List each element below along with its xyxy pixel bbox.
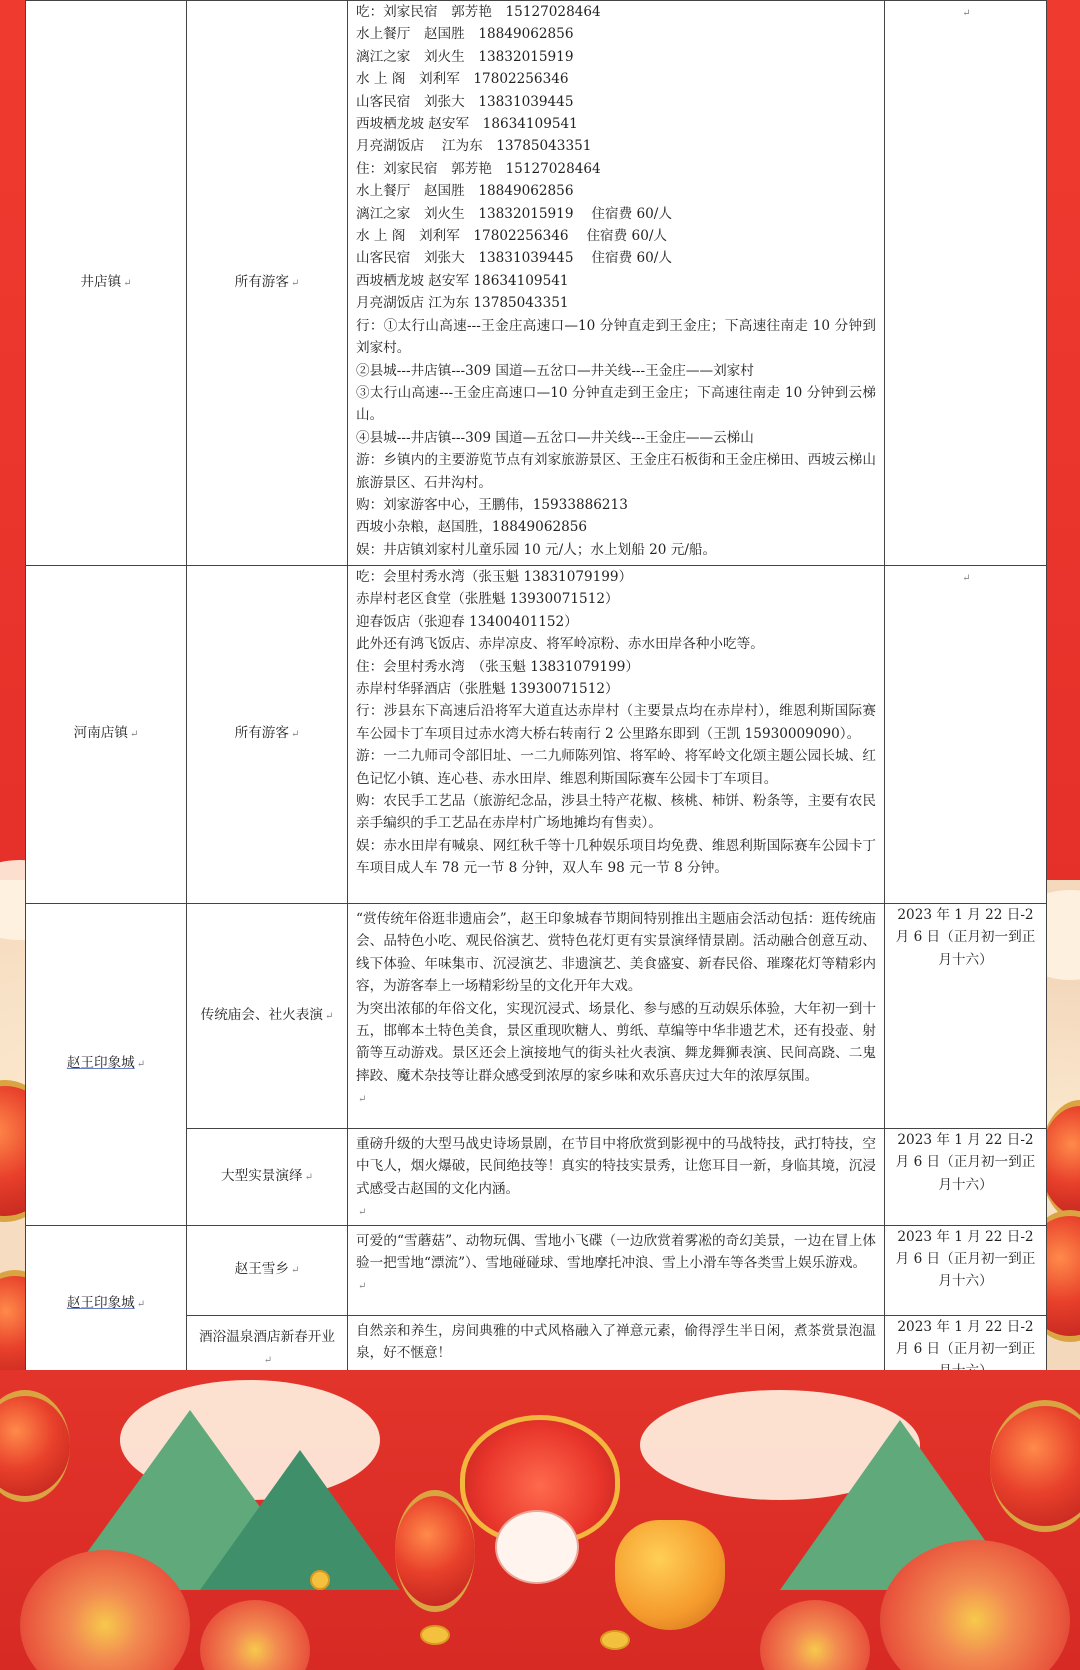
event-dates-cell xyxy=(885,904,1047,1129)
event-name: 大型实景演绎 xyxy=(221,1167,303,1184)
detail-line: 漓江之家 刘火生 13832015919 住宿费 60/人 xyxy=(356,205,672,222)
detail-line: 山客民宿 刘张大 13831039445 住宿费 60/人 xyxy=(356,250,672,267)
event-dates-cell xyxy=(885,1225,1047,1315)
event-desc: 重磅升级的大型马战史诗场景剧，在节目中将欣赏到影视中的马战特技，武打特技，空中飞人，烟火爆破，民间绝技等！真实的特技实景秀，让您耳目一新，身临其境，沉浸式感受古赵国的文化内涵。 xyxy=(356,1136,876,1197)
table-row xyxy=(26,1225,1047,1315)
event-name: 传统庙会、社火表演 xyxy=(200,1006,323,1023)
event-dates-cell xyxy=(885,1129,1047,1226)
bunny-icon xyxy=(495,1510,579,1584)
event-desc-cell: 重磅升级的大型马战史诗场景剧，在节目中将欣赏到影视中的马战特技，武打特技，空中飞人，烟火爆破，民间绝技等！真实的特技实景秀，让您耳目一新，身临其境，沉浸式感受古赵国的文化内涵。 ↵ xyxy=(348,1129,885,1226)
detail-line: 西坡栖龙坡 赵安军 18634109541 xyxy=(356,272,569,289)
event-name: 酒浴温泉酒店新春开业 xyxy=(199,1328,335,1345)
detail-line: 水 上 阁 刘利军 17802256346 住宿费 60/人 xyxy=(356,228,668,245)
detail-line: 水上餐厅 赵国胜 18849062856 xyxy=(356,26,574,43)
event-name-cell: 赵王雪乡 ↵ xyxy=(187,1225,348,1315)
event-dates: 2023 年 1 月 22 日-2 月 6 日（正月初一到正月十六） xyxy=(895,1132,1036,1193)
detail-line: 行：①太行山高速---王金庄高速口—10 分钟直走到王金庄；下高速往南走 10 分钟到刘家村。 xyxy=(356,317,876,357)
detail-line: 水上餐厅 赵国胜 18849062856 xyxy=(356,183,574,200)
event-dates: 2023 年 1 月 22 日-2 月 6 日（正月初一到正 xyxy=(895,1318,1036,1358)
lantern-icon xyxy=(395,1490,475,1612)
table-row xyxy=(26,1,1047,566)
flower-decoration xyxy=(200,1600,310,1670)
audience-cell: 所有游客 ↵ xyxy=(187,1,348,566)
table-row xyxy=(26,566,1047,904)
venue-name: 赵王印象城 xyxy=(66,1055,135,1072)
detail-line: 西坡栖龙坡 赵安军 18634109541 xyxy=(356,116,578,133)
details-cell xyxy=(348,1,885,566)
event-desc: 为突出浓郁的年俗文化，实现沉浸式、场景化、参与感的互动娱乐体验，大年初一到十五，邯郸本土特色美食，景区重现吹糖人、剪纸、草编等中华非遗艺术，还有投壶、射箭等互动游戏。景区还会上演接地气的街头社火表演、舞龙舞狮表演、民间高跷、二鬼摔跤、魔术杂技等让群众感受到浓厚的家乡味和欢乐喜庆过大年的浓厚氛围。 xyxy=(356,1000,876,1084)
event-desc-cell: 可爱的“雪蘑菇”、动物玩偶、雪地小飞碟（一边欣赏着雾凇的奇幻美景，一边在冒上体验一把雪地“漂流”）、雪地碰碰球、雪地摩托冲浪、雪上小滑车等各类雪上娱乐游戏。 ↵ xyxy=(348,1225,885,1315)
detail-line: 吃：会里村秀水湾（张玉魁 13831079199） xyxy=(356,569,633,585)
venue-cell: 赵王印象城 ↵ xyxy=(26,1225,187,1383)
detail-line: ④县城---井店镇---309 国道—五岔口—井关线---王金庄——云梯山 xyxy=(356,429,754,446)
detail-line: 水 上 阁 刘利军 17802256346 xyxy=(356,71,569,88)
detail-line: 赤岸村老区食堂（张胜魁 13930071512） xyxy=(356,591,619,608)
event-desc: “赏传统年俗逛非遗庙会”，赵王印象城春节期间特别推出主题庙会活动包括：逛传统庙会、品特色小吃、观民俗演艺、赏特色花灯更有实景演绎情景剧。活动融合创意互动、线下体验、年味集市、沉浸演艺、非遗演艺、美食盛宴、新春民俗、璀璨花灯等精彩内容，为游客奉上一场精彩纷呈的文化开年大戏。 xyxy=(356,911,876,995)
detail-line: 住：刘家民宿 郭芳艳 15127028464 xyxy=(356,160,601,177)
detail-line: 迎春饭店（张迎春 13400401152） xyxy=(356,613,578,630)
detail-line: 购：刘家游客中心，王鹏伟，15933886213 xyxy=(356,496,628,513)
mountain-decoration xyxy=(200,1450,400,1590)
detail-line: 月亮湖饭店 江为东 13785043351 xyxy=(356,138,592,155)
detail-line: 娱：井店镇刘家村儿童乐园 10 元/人；水上划船 20 元/船。 xyxy=(356,541,717,558)
detail-line: ③太行山高速---王金庄高速口—10 分钟直走到王金庄；下高速往南走 10 分钟到云梯山。 xyxy=(356,384,876,424)
detail-line: 此外还有鸿飞饭店、赤岸凉皮、将军岭凉粉、赤水田岸各种小吃等。 xyxy=(356,636,764,653)
dates-cell: ↵ xyxy=(885,1,1047,566)
event-dates: 2023 年 1 月 22 日-2 月 6 日（正月初一到正月十六） xyxy=(895,907,1036,968)
detail-line: 行：涉县东下高速后沿将军大道直达赤岸村（主要景点均在赤岸村），维恩利斯国际赛车公园卡丁车项目过赤水湾大桥右转南行 2 公里路东即到（王凯 15930009090）。 xyxy=(356,703,876,742)
detail-line: ②县城---井店镇---309 国道—五岔口—井关线---王金庄——刘家村 xyxy=(356,362,754,379)
treasure-pot-icon xyxy=(615,1520,725,1630)
coin-icon xyxy=(310,1570,330,1590)
detail-line: 吃：刘家民宿 郭芳艳 15127028464 xyxy=(356,4,601,20)
audience-text: 所有游客 xyxy=(234,725,289,742)
town-name: 河南店镇 xyxy=(73,725,128,742)
table-row xyxy=(26,904,1047,1129)
dates-cell: ↵ xyxy=(885,566,1047,904)
town-cell: 河南店镇 ↵ xyxy=(26,566,187,904)
venue-cell: 赵王印象城 ↵ xyxy=(26,904,187,1226)
flower-decoration xyxy=(760,1600,870,1670)
venue-name: 赵王印象城 xyxy=(66,1295,135,1312)
audience-cell: 所有游客 ↵ xyxy=(187,566,348,904)
event-desc: 自然亲和养生，房间典雅的中式风格融入了禅意元素，偷得浮生半日闲，煮茶赏景泡温泉，好不惬意！ xyxy=(356,1322,876,1362)
detail-line: 山客民宿 刘张大 13831039445 xyxy=(356,93,574,110)
event-table xyxy=(25,0,1047,1384)
festive-banner xyxy=(0,1370,1080,1670)
event-name: 赵王雪乡 xyxy=(234,1260,289,1277)
detail-line: 赤岸村华驿酒店（张胜魁 13930071512） xyxy=(356,681,619,698)
event-name-cell: 酒浴温泉酒店新春开业↵ xyxy=(187,1315,348,1383)
event-name-cell: 大型实景演绎 ↵ xyxy=(187,1129,348,1226)
gold-ingot-icon xyxy=(420,1625,450,1645)
detail-line: 游：乡镇内的主要游览节点有刘家旅游景区、王金庄石板街和王金庄梯田、西坡云梯山旅游景区、石井沟村。 xyxy=(356,452,876,491)
event-desc-cell: “赏传统年俗逛非遗庙会”，赵王印象城春节期间特别推出主题庙会活动包括：逛传统庙会、品特色小吃、观民俗演艺、赏特色花灯更有实景演绎情景剧。活动融合创意互动、线下体验、年味集市、沉浸演艺、非遗演艺、美食盛宴、新春民俗、璀璨花灯等精彩内容，为游客奉上一场精彩纷呈的文化开年大戏。 为突出浓郁的年俗文化，实现沉浸式、场景化、参与感的互动娱乐体验，大年初一到十五，邯郸本土特色美食，景区重现吹糖人、剪纸、草编等中华非遗艺术，还有投壶、射箭等互动游戏。景区还会上演接地气的街头社火表演、舞龙舞狮表演、民间高跷、二鬼摔跤、魔术杂技等让群众感受到浓厚的家乡味和欢乐喜庆过大年的浓厚氛围。 ↵ xyxy=(348,904,885,1129)
detail-line: 西坡小杂粮，赵国胜，18849062856 xyxy=(356,519,588,536)
details-cell xyxy=(348,566,885,904)
detail-line: 漓江之家 刘火生 13832015919 xyxy=(356,48,574,65)
detail-line: 购：农民手工艺品（旅游纪念品，涉县土特产花椒、核桃、柿饼、粉条等，主要有农民亲手编织的手工艺品在赤岸村广场地摊均有售卖）。 xyxy=(356,793,876,832)
detail-line: 住：会里村秀水湾 （张玉魁 13831079199） xyxy=(356,658,639,675)
town-cell: 井店镇 ↵ xyxy=(26,1,187,566)
event-dates: 2023 年 1 月 22 日-2 月 6 日（正月初一到正月十六） xyxy=(895,1228,1036,1290)
detail-line: 游：一二九师司令部旧址、一二九师陈列馆、将军岭、将军岭文化颂主题公园长城、红色记忆小镇、连心巷、赤水田岸、维恩利斯国际赛车公园卡丁车项目。 xyxy=(356,748,876,787)
audience-text: 所有游客 xyxy=(234,273,289,290)
detail-line: 娱：赤水田岸有喊泉、网红秋千等十几种娱乐项目均免费、维恩利斯国际赛车公园卡丁车项目成人车 78 元一节 8 分钟，双人车 98 元一节 8 分钟。 xyxy=(356,837,876,877)
detail-line: 月亮湖饭店 江为东 13785043351 xyxy=(356,295,569,312)
town-name: 井店镇 xyxy=(80,273,122,290)
event-desc: 可爱的“雪蘑菇”、动物玩偶、雪地小飞碟（一边欣赏着雾凇的奇幻美景，一边在冒上体验一把雪地“漂流”）、雪地碰碰球、雪地摩托冲浪、雪上小滑车等各类雪上娱乐游戏。 xyxy=(356,1232,876,1272)
event-name-cell: 传统庙会、社火表演 ↵ xyxy=(187,904,348,1129)
gold-ingot-icon xyxy=(600,1630,630,1650)
